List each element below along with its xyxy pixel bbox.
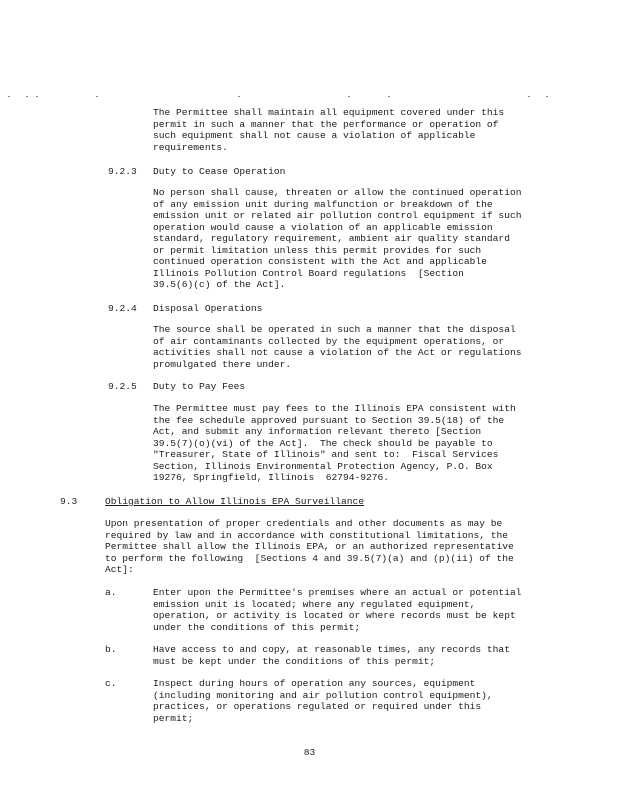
section-number-9-2-4: 9.2.4 (108, 303, 137, 314)
list-item-a: Enter upon the Permittee's premises where an actual or potential emission unit is located; where any regulated equipment, operation, or activity is located or where records must be kept under the conditions of this permit; (153, 587, 522, 633)
section-body-9-2-3: No person shall cause, threaten or allow the continued operation of any emission unit during malfunction or breakdown of the emission unit or related air pollution control equipment if such operation would cause a violation of an applicable emission standard, regulatory requirement, ambient air quality standard or permit limitation unless this permit provides for such continued operation consistent with the Act and applicable Illinois Pollution Control Board regulations [Section 39.5(6)(c) of the Act]. (153, 187, 522, 290)
list-item-c: Inspect during hours of operation any sources, equipment (including monitoring and air pollution control equipment), practices, or operations regulated or required under this permit; (153, 678, 493, 724)
intro-paragraph: The Permittee shall maintain all equipment covered under this permit in such a manner that the performance or operation of such equipment shall not cause a violation of applicable requirements. (153, 107, 505, 153)
section-intro-9-3: Upon presentation of proper credentials and other documents as may be required by law and in accordance with constitutional limitations, the Permittee shall allow the Illinois EPA, or an authorized representative to perform the following [Sections 4 and 39.5(7)(a) and (p)(ii) of the Act]: (105, 518, 514, 575)
list-item-b: Have access to and copy, at reasonable times, any records that must be kept under the conditions of this permit; (153, 644, 510, 667)
section-body-9-2-5: The Permittee must pay fees to the Illinois EPA consistent with the fee schedule approved pursuant to Section 39.5(18) of the Act, and submit any information relevant thereto [Section 39.5(7)(o)(vi) of the Act]. The check should be payable to "Treasurer, State of Illinois" and sent to: Fiscal Services Section, Illinois Environmental Protection Agency, P.O. Box 19276, Springfield, Illinois 62794-9276. (153, 403, 516, 483)
section-title-9-2-3: Duty to Cease Operation (153, 166, 286, 177)
page-number: 83 (303, 747, 316, 758)
scan-artifact-dots (0, 96, 619, 100)
section-title-9-3: Obligation to Allow Illinois EPA Surveillance (105, 496, 365, 507)
section-title-9-2-4: Disposal Operations (153, 303, 263, 314)
section-body-9-2-4: The source shall be operated in such a manner that the disposal of air contaminants collected by the equipment operations, or activities shall not cause a violation of the Act or regulations promulgated there under. (153, 324, 522, 370)
list-marker-c: c. (105, 678, 117, 689)
list-marker-a: a. (105, 587, 117, 598)
section-number-9-2-3: 9.2.3 (108, 166, 137, 177)
section-number-9-2-5: 9.2.5 (108, 381, 137, 392)
list-marker-b: b. (105, 644, 117, 655)
section-title-9-2-5: Duty to Pay Fees (153, 381, 246, 392)
section-number-9-3: 9.3 (60, 496, 78, 507)
